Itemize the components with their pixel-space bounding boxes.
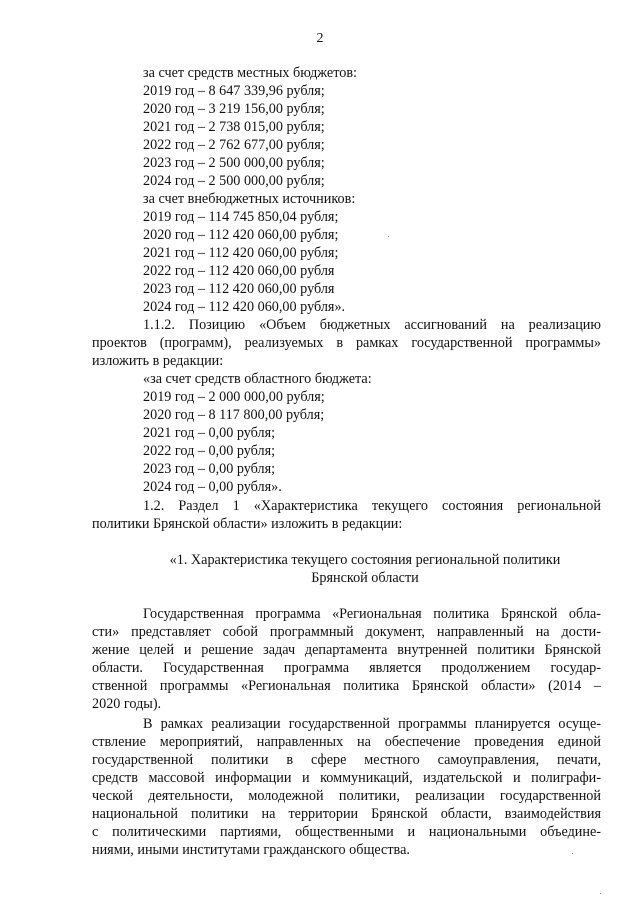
- paragraph-2-line: государственной политики в сфере местного самоуправления, печати,: [92, 752, 601, 768]
- regional-budget-line: 2021 год – 0,00 рубля;: [143, 425, 276, 441]
- extrabudget-line: 2019 год – 114 745 850,04 рубля;: [143, 209, 339, 225]
- extrabudget-line: 2023 год – 112 420 060,00 рубля: [143, 281, 335, 297]
- local-budget-line: 2020 год – 3 219 156,00 рубля;: [143, 101, 325, 117]
- local-budget-line: 2021 год – 2 738 015,00 рубля;: [143, 119, 325, 135]
- regional-budget-heading: «за счет средств областного бюджета:: [143, 371, 372, 387]
- local-budget-line: 2019 год – 8 647 339,96 рубля;: [143, 83, 325, 99]
- local-budget-line: 2022 год – 2 762 677,00 рубля;: [143, 137, 325, 153]
- item-112-line: 1.1.2. Позицию «Объем бюджетных ассигнований на реализацию: [143, 317, 601, 333]
- scan-speck: [572, 853, 573, 854]
- regional-budget-line: 2022 год – 0,00 рубля;: [143, 443, 276, 459]
- paragraph-2-line: ниями, иными институтами гражданского общества.: [92, 842, 410, 858]
- page-number: 2: [316, 31, 324, 46]
- scan-speck: [600, 893, 601, 894]
- regional-budget-line: 2024 год – 0,00 рубля».: [143, 479, 282, 495]
- section-title-line2: Брянской области: [311, 570, 419, 586]
- paragraph-2-line: национальной политики на территории Брянской области, взаимодействия: [92, 806, 601, 822]
- extrabudget-line: 2020 год – 112 420 060,00 рубля;: [143, 227, 339, 243]
- paragraph-2-line: ческой деятельности, молодежной политики, реализации государственной: [92, 788, 601, 804]
- paragraph-1-line: сти» представляет собой программный документ, направленный на дости-: [92, 624, 601, 640]
- paragraph-2-line: В рамках реализации государственной программы планируется осуще-: [143, 716, 601, 732]
- paragraph-2-line: ствление мероприятий, направленных на обеспечение проведения единой: [92, 734, 601, 750]
- paragraph-1-line: 2020 годы).: [92, 696, 162, 712]
- paragraph-1-line: Государственная программа «Региональная политика Брянской обла-: [143, 606, 601, 622]
- paragraph-1-line: области. Государственная программа является продолжением государ-: [92, 660, 601, 676]
- item-112-line: изложить в редакции:: [92, 353, 224, 369]
- extrabudget-line: 2022 год – 112 420 060,00 рубля: [143, 263, 335, 279]
- local-budget-line: 2023 год – 2 500 000,00 рубля;: [143, 155, 325, 171]
- regional-budget-line: 2023 год – 0,00 рубля;: [143, 461, 276, 477]
- regional-budget-line: 2019 год – 2 000 000,00 рубля;: [143, 389, 325, 405]
- local-budget-line: 2024 год – 2 500 000,00 рубля;: [143, 173, 325, 189]
- item-112-line: проектов (программ), реализуемых в рамках государственной программы»: [92, 335, 601, 351]
- scan-speck: [388, 236, 389, 237]
- paragraph-2-line: с политическими партиями, общественными и национальными объедине-: [92, 824, 601, 840]
- paragraph-2-line: средств массовой информации и коммуникаций, издательской и полиграфи-: [92, 770, 601, 786]
- extrabudget-line: 2021 год – 112 420 060,00 рубля;: [143, 245, 339, 261]
- local-budget-heading: за счет средств местных бюджетов:: [143, 65, 357, 81]
- section-title-line1: «1. Характеристика текущего состояния региональной политики: [169, 552, 561, 568]
- item-12-line: 1.2. Раздел 1 «Характеристика текущего состояния региональной: [143, 498, 601, 514]
- paragraph-1-line: жение целей и решение задач департамента внутренней политики Брянской: [92, 642, 601, 658]
- regional-budget-line: 2020 год – 8 117 800,00 рубля;: [143, 407, 325, 423]
- extrabudget-heading: за счет внебюджетных источников:: [143, 191, 356, 207]
- extrabudget-line: 2024 год – 112 420 060,00 рубля».: [143, 299, 346, 315]
- paragraph-1-line: ственной программы «Региональная политика Брянской области» (2014 –: [92, 678, 601, 694]
- item-12-line: политики Брянской области» изложить в редакции:: [92, 516, 403, 532]
